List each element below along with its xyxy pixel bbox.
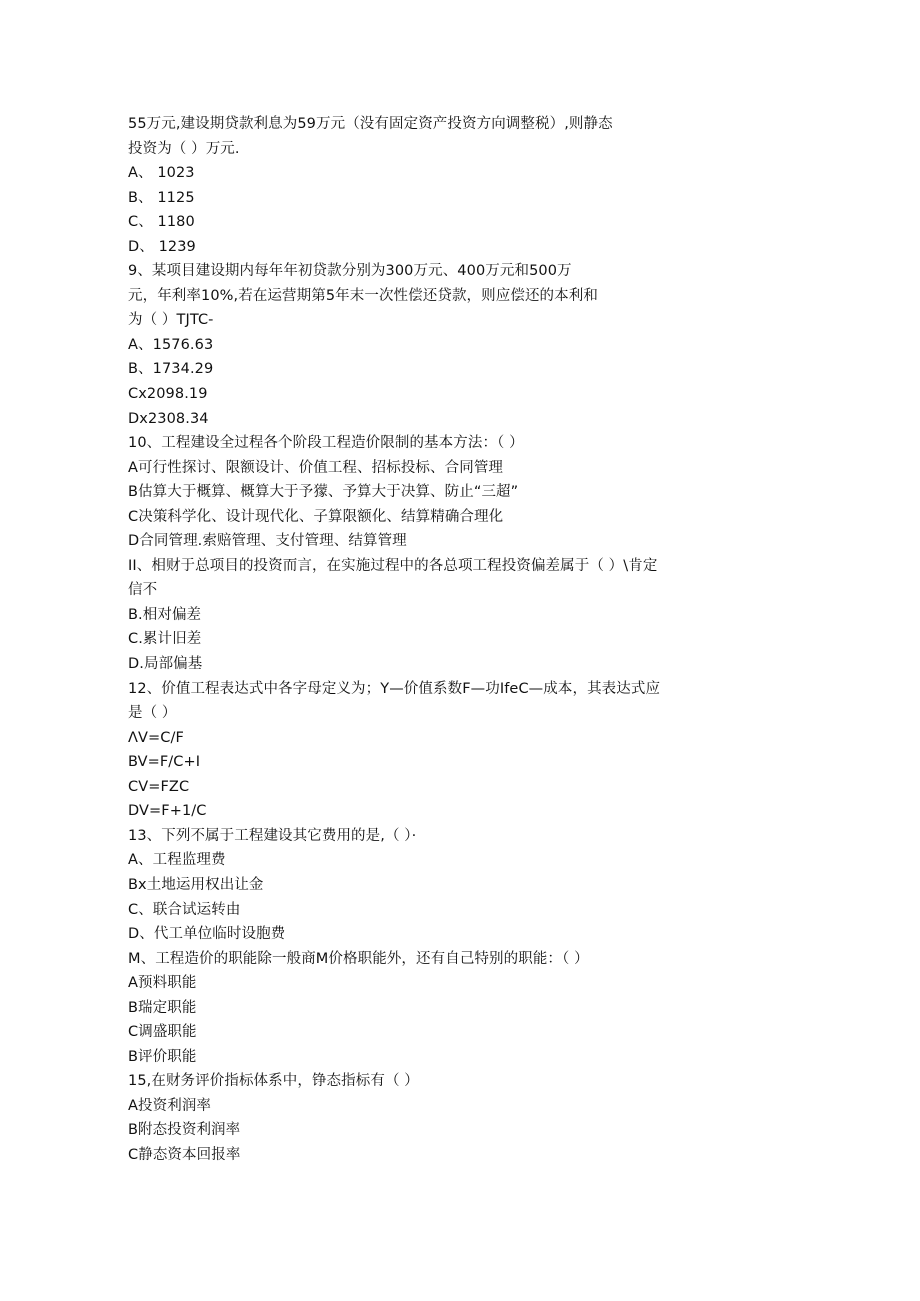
option-line: B.相对偏差 xyxy=(128,606,202,623)
option-line: Cx2098.19 xyxy=(128,386,208,403)
option-line: C调盛职能 xyxy=(128,1024,197,1041)
text-line: 为（ ）TJTC- xyxy=(128,312,214,329)
question-line: 15,在财务评价指标体系中，铮态指标有（ ） xyxy=(128,1073,419,1090)
option-line: C决策科学化、设计现代化、子算限额化、结算精确合理化 xyxy=(128,508,504,525)
option-line: D、代工单位临时设胞费 xyxy=(128,926,286,943)
text-line: 信不 xyxy=(128,582,158,599)
option-line: B估算大于概算、概算大于予獴、予算大于决算、防止“三超” xyxy=(128,484,519,501)
question-line: 10、工程建设全过程各个阶段工程造价限制的基本方法：（ ） xyxy=(128,435,524,452)
option-line: Dx2308.34 xyxy=(128,410,209,427)
option-line: C、联合试运转由 xyxy=(128,901,241,918)
option-line: C静态资本回报率 xyxy=(128,1146,241,1163)
option-line: A、 1023 xyxy=(128,165,195,182)
option-line: C、 1180 xyxy=(128,214,195,231)
option-line: B瑞定职能 xyxy=(128,999,197,1016)
option-line: D.局部偏基 xyxy=(128,656,203,673)
option-line: A、工程监理费 xyxy=(128,852,226,869)
text-line: 55万元,建设期贷款利息为59万元（没有固定资产投资方向调整税）,则静态 xyxy=(128,116,613,132)
option-line: C.累计旧差 xyxy=(128,631,202,648)
option-line: D合同管理.索赔管理、支付管理、结算管理 xyxy=(128,533,407,550)
document-body xyxy=(128,112,728,1168)
option-line: D、 1239 xyxy=(128,238,196,255)
option-line: BV=F/C+I xyxy=(128,754,201,771)
question-line: 12、价值工程表达式中各字母定义为；Y—价值系数F—功IfeC—成本，其表达式应 xyxy=(128,680,661,697)
option-line: B、1734.29 xyxy=(128,361,214,378)
option-line: ΛV=C/F xyxy=(128,729,184,746)
text-line: 投资为（ ）万元. xyxy=(128,140,240,157)
option-line: CV=FZC xyxy=(128,778,190,795)
question-line: 13、下列不属于工程建设其它费用的是,（ ）· xyxy=(128,827,417,844)
question-line: II、相财于总项目的投资而言，在实施过程中的各总项工程投资偏差属于（ ）\肯定 xyxy=(128,557,658,574)
option-line: B评价职能 xyxy=(128,1048,197,1065)
option-line: A可行性探讨、限额设计、价值工程、招标投标、合同管理 xyxy=(128,459,504,476)
option-line: A、1576.63 xyxy=(128,336,214,353)
option-line: Bx土地运用权出让金 xyxy=(128,876,264,893)
option-line: A预料职能 xyxy=(128,975,197,992)
option-line: A投资利润率 xyxy=(128,1097,212,1114)
question-line: M、工程造价的职能除一般商M价格职能外，还有自己特别的职能：（ ） xyxy=(128,950,589,967)
text-line: 元，年利率10%,若在运营期第5年末一次性偿还贷款，则应偿还的本利和 xyxy=(128,287,598,304)
option-line: B、 1125 xyxy=(128,189,195,206)
text-line: 是（ ） xyxy=(128,705,177,722)
option-line: DV=F+1/C xyxy=(128,803,207,820)
option-line: B附态投资利润率 xyxy=(128,1122,241,1139)
question-line: 9、某项目建设期内每年年初贷款分别为300万元、400万元和500万 xyxy=(128,263,572,280)
